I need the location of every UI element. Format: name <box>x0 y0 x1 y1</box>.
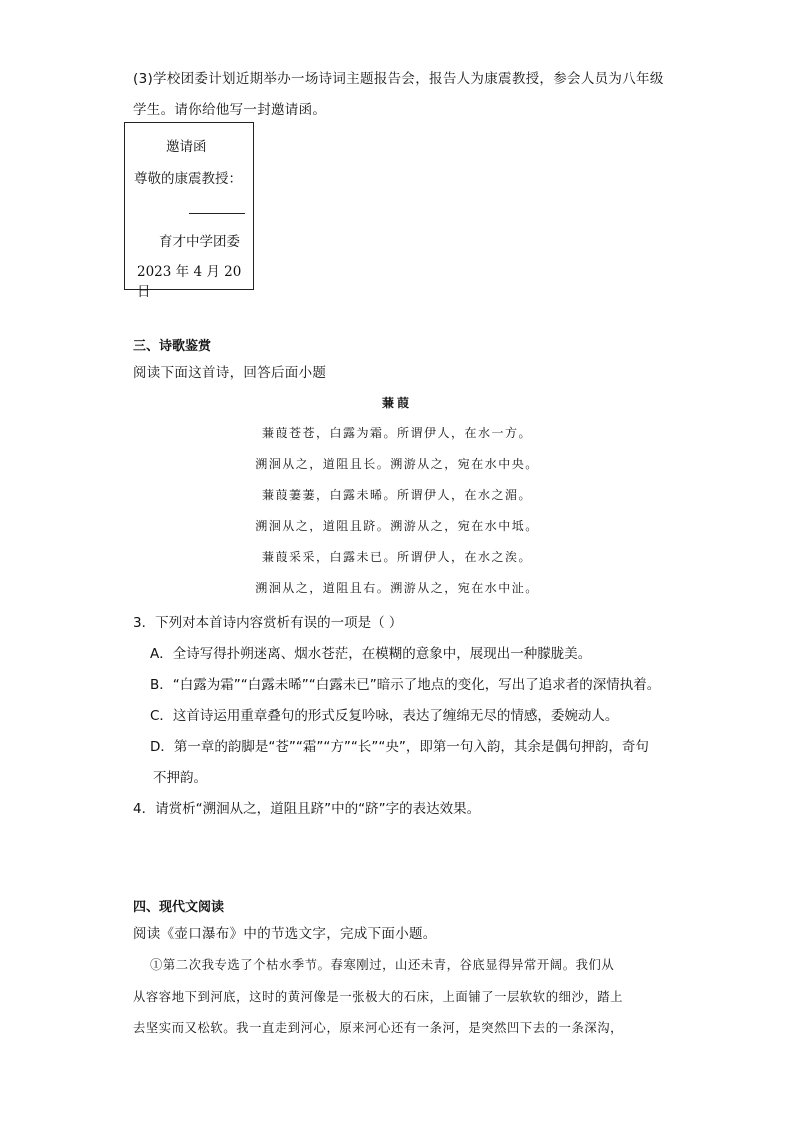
question-3-stem: 3．下列对本首诗内容赏析有误的一项是（ ） <box>133 615 403 631</box>
task-line-2: 学生。请你给他写一封邀请函。 <box>133 102 327 118</box>
section3-instruction: 阅读下面这首诗，回答后面小题 <box>133 365 327 381</box>
poem-line: 溯洄从之，道阻且右。溯游从之，宛在水中沚。 <box>255 581 539 595</box>
option-c: C．这首诗运用重章叠句的形式反复吟咏，表达了缠绵无尽的情感，委婉动人。 <box>150 708 619 724</box>
letter-signature: 育才中学团委 <box>159 234 240 250</box>
writing-line <box>189 213 245 214</box>
poem-line: 蒹葭苍苍，白露为霜。所谓伊人，在水一方。 <box>261 426 532 440</box>
paragraph-line: ①第二次我专选了个枯水季节。春寒刚过，山还未青，谷底显得异常开阔。我们从 <box>150 958 615 972</box>
option-d-continued: 不押韵。 <box>153 770 207 786</box>
poem-line: 溯洄从之，道阻且跻。溯游从之，宛在水中坻。 <box>255 519 539 533</box>
option-a: A．全诗写得扑朔迷离、烟水苍茫，在模糊的意象中，展现出一种朦胧美。 <box>150 646 592 662</box>
poem-line: 溯洄从之，道阻且长。溯游从之，宛在水中央。 <box>255 457 539 471</box>
letter-title: 邀请函 <box>166 139 207 155</box>
letter-greeting: 尊敬的康震教授： <box>134 171 242 187</box>
poem-title: 蒹葭 <box>381 396 412 410</box>
option-b: B．“白露为霜”“白露未晞”“白露未已”暗示了地点的变化，写出了追求者的深情执着。 <box>150 677 661 693</box>
task-line-1: (3)学校团委计划近期举办一场诗词主题报告会，报告人为康震教授，参会人员为八年级 <box>133 71 664 87</box>
letter-date: 2023 年 4 月 20 日 <box>137 264 242 300</box>
paragraph-line: 从容容地下到河底，这时的黄河像是一张极大的石床，上面铺了一层软软的细沙，踏上 <box>133 990 624 1004</box>
section4-instruction: 阅读《壶口瀑布》中的节选文字，完成下面小题。 <box>133 926 437 942</box>
poem-line: 蒹葭采采，白露未已。所谓伊人，在水之涘。 <box>261 550 532 564</box>
paragraph-line: 去坚实而又松软。我一直走到河心，原来河心还有一条河，是突然凹下去的一条深沟， <box>133 1021 624 1035</box>
poem-line: 蒹葭萋萋，白露未晞。所谓伊人，在水之湄。 <box>261 488 532 502</box>
question-4: 4．请赏析“溯洄从之，道阻且跻”中的“跻”字的表达效果。 <box>133 801 481 817</box>
section4-heading: 四、现代文阅读 <box>133 900 225 915</box>
option-d: D．第一章的韵脚是“苍”“霜”“方”“长”“央”，即第一句入韵，其余是偶句押韵，奇句 <box>150 739 649 755</box>
invitation-letter-box <box>124 122 254 300</box>
section3-heading: 三、诗歌鉴赏 <box>133 339 212 354</box>
